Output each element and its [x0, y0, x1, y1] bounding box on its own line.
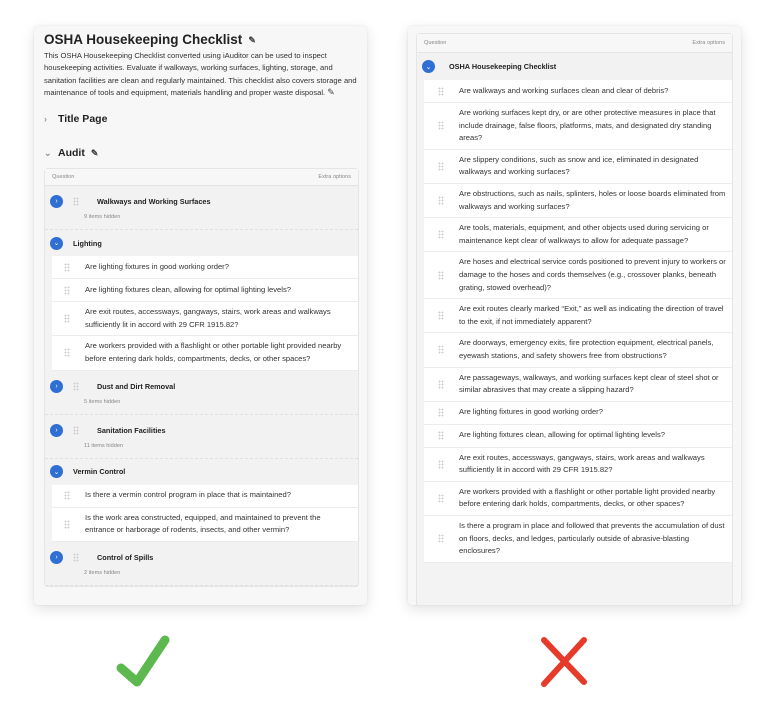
drag-handle-icon[interactable] — [73, 553, 79, 562]
section-name: OSHA Housekeeping Checklist — [449, 62, 557, 71]
expand-section-button[interactable] — [50, 551, 63, 564]
section-name: Walkways and Working Surfaces — [97, 197, 211, 207]
section-walkways — [45, 186, 358, 230]
chevron-down-icon: ⌄ — [53, 240, 60, 248]
drag-handle-icon[interactable] — [438, 87, 444, 96]
column-question: Question — [424, 40, 447, 46]
drag-handle-icon[interactable] — [64, 348, 70, 357]
question-row[interactable] — [52, 508, 358, 542]
flat-question-list — [424, 80, 732, 563]
table-header — [45, 169, 358, 186]
table-header — [417, 34, 732, 53]
expand-section-button[interactable] — [50, 424, 63, 437]
expand-section-button[interactable] — [50, 195, 63, 208]
audit-toggle[interactable] — [44, 147, 359, 159]
question-row[interactable] — [424, 150, 732, 184]
drag-handle-icon[interactable] — [64, 263, 70, 272]
drag-handle-icon[interactable] — [438, 431, 444, 440]
drag-handle-icon[interactable] — [438, 230, 444, 239]
question-row[interactable] — [424, 218, 732, 252]
checklist-title — [44, 32, 359, 47]
section-osha-checklist — [417, 53, 732, 80]
vermin-question-list — [52, 485, 358, 542]
audit-label: Audit — [58, 147, 85, 160]
question-row[interactable] — [424, 425, 732, 448]
drag-handle-icon[interactable] — [438, 196, 444, 205]
question-row[interactable] — [52, 302, 358, 336]
question-row[interactable] — [424, 184, 732, 218]
hidden-items-count: 2 items hidden — [84, 569, 121, 576]
question-row[interactable] — [424, 448, 732, 482]
good-example-panel — [34, 26, 367, 605]
audit-question-table — [44, 168, 359, 587]
drag-handle-icon[interactable] — [438, 162, 444, 171]
question-text: Are tools, materials, equipment, and other objects used during servicing or maintenance kept clear of walkways to allow for adequate passage? — [459, 223, 709, 245]
question-row[interactable] — [52, 279, 358, 302]
column-extra-options: Extra options — [692, 40, 725, 46]
column-extra-options: Extra options — [318, 174, 351, 181]
question-text: Are walkways and working surfaces clean and clear of debris? — [459, 85, 669, 95]
question-text: Are lighting fixtures clean, allowing for optimal lighting levels? — [85, 284, 291, 294]
hidden-items-count: 9 items hidden — [84, 214, 121, 221]
section-lighting — [45, 230, 358, 256]
drag-handle-icon[interactable] — [438, 380, 444, 389]
question-text: Are workers provided with a flashlight or other portable light provided nearby before entering dark holds, compartments, decks, or other spaces? — [459, 486, 716, 509]
check-icon — [115, 632, 175, 692]
question-row[interactable] — [424, 516, 732, 563]
question-text: Are exit routes, accessways, gangways, stairs, work areas and walkways sufficiently lit in accord with 29 CFR 1915.82? — [85, 307, 331, 329]
section-name: Dust and Dirt Removal — [97, 381, 176, 391]
question-text: Is there a vermin control program in place that is maintained? — [85, 490, 291, 500]
question-row[interactable] — [424, 103, 732, 150]
collapse-section-button[interactable] — [422, 60, 435, 73]
title-page-toggle[interactable] — [44, 113, 359, 125]
drag-handle-icon[interactable] — [438, 311, 444, 320]
drag-handle-icon[interactable] — [73, 382, 79, 391]
chevron-right-icon: › — [55, 426, 58, 434]
drag-handle-icon[interactable] — [438, 271, 444, 280]
section-vermin — [45, 459, 358, 485]
chevron-down-icon: ⌄ — [53, 468, 60, 476]
question-text: Are hoses and electrical service cords positioned to prevent injury to workers or damage to the hoses and cords themselves (e.g., crossover planks, beneath grating, stowed overhead)? — [459, 257, 726, 292]
chevron-right-icon: › — [44, 114, 47, 125]
question-row[interactable] — [52, 256, 358, 279]
question-text: Are working surfaces kept dry, or are other protective measures in place that include drainage, false floors, platforms, mats, and designated dry standing areas? — [459, 108, 716, 143]
question-text: Is there a program in place and followed that prevents the accumulation of dust on floors, decks, and ledges, particularly outside of abrasive-blasting enclosures? — [459, 521, 725, 556]
drag-handle-icon[interactable] — [438, 460, 444, 469]
chevron-down-icon: ⌄ — [425, 63, 432, 71]
question-row[interactable] — [424, 402, 732, 425]
question-text: Are exit routes clearly marked “Exit,” as well as indicating the direction of travel to the exit, if not immediately apparent? — [459, 304, 724, 326]
section-name: Vermin Control — [73, 467, 126, 477]
bad-example-panel — [408, 26, 741, 605]
drag-handle-icon[interactable] — [438, 121, 444, 130]
question-text: Are lighting fixtures in good working order? — [459, 407, 603, 417]
section-spills — [45, 542, 358, 586]
question-row[interactable] — [424, 80, 732, 103]
question-row[interactable] — [424, 368, 732, 402]
section-name: Sanitation Facilities — [97, 425, 166, 435]
hidden-items-count: 5 items hidden — [84, 398, 121, 405]
chevron-right-icon: › — [55, 553, 58, 561]
section-dust-dirt — [45, 371, 358, 415]
question-text: Are workers provided with a flashlight or other portable light provided nearby before entering dark holds, compartments, decks, or other spaces? — [85, 341, 342, 363]
question-text: Are exit routes, accessways, gangways, stairs, work areas and walkways sufficiently lit in accord with 29 CFR 1915.82? — [459, 452, 705, 475]
checklist-description — [44, 50, 359, 99]
question-text: Are lighting fixtures in good working order? — [85, 261, 229, 271]
chevron-right-icon: › — [55, 382, 58, 390]
section-name: Lighting — [73, 238, 102, 248]
collapse-section-button[interactable] — [50, 237, 63, 250]
chevron-down-icon: ⌄ — [44, 147, 52, 158]
question-row[interactable] — [52, 336, 358, 370]
section-name: Control of Spills — [97, 552, 154, 562]
lighting-question-list — [52, 256, 358, 370]
flat-question-table — [416, 33, 733, 605]
question-row[interactable] — [52, 485, 358, 508]
drag-handle-icon[interactable] — [64, 491, 70, 500]
drag-handle-icon[interactable] — [73, 426, 79, 435]
question-text: Are obstructions, such as nails, splinters, holes or loose boards eliminated from walkways and working surfaces? — [459, 188, 726, 211]
chevron-right-icon: › — [55, 198, 58, 206]
question-text: Are lighting fixtures clean, allowing for optimal lighting levels? — [459, 430, 665, 440]
edit-description-pencil-icon[interactable]: ✎ — [327, 86, 335, 97]
drag-handle-icon[interactable] — [438, 408, 444, 417]
drag-handle-icon[interactable] — [438, 345, 444, 354]
edit-audit-pencil-icon[interactable]: ✎ — [90, 148, 99, 159]
question-row[interactable] — [424, 333, 732, 367]
question-row[interactable] — [424, 252, 732, 299]
drag-handle-icon[interactable] — [73, 197, 79, 206]
question-text: Are doorways, emergency exits, fire protection equipment, electrical panels, eyewash stations, and safety showers free from obstructions? — [459, 338, 714, 360]
title-page-label: Title Page — [58, 113, 108, 126]
drag-handle-icon[interactable] — [64, 314, 70, 323]
cross-icon — [534, 632, 594, 692]
question-text: Are passageways, walkways, and working surfaces kept clear of steel shot or similar abrasives that may create a slipping hazard? — [459, 372, 719, 395]
checklist-title-text: OSHA Housekeeping Checklist — [44, 32, 243, 47]
question-row[interactable] — [424, 482, 732, 516]
drag-handle-icon[interactable] — [64, 286, 70, 295]
edit-title-pencil-icon[interactable]: ✎ — [248, 34, 256, 45]
section-sanitation — [45, 415, 358, 459]
question-text: Is the work area constructed, equipped, and maintained to prevent the entrance or harborage of rodents, insects, and other vermin? — [85, 512, 321, 535]
hidden-items-count: 11 items hidden — [84, 442, 124, 449]
column-question: Question — [52, 174, 75, 181]
collapse-section-button[interactable] — [50, 465, 63, 478]
checklist-description-text: This OSHA Housekeeping Checklist converted using iAuditor can be used to inspect housekeeping activities. Evaluate if walkways, working surfaces, lighting, storage, and sanitation facilities are clean and regularly maintained. This checklist also covers storage and maintenance of tools and equipment, materials handling and proper waste disposal. — [44, 51, 357, 97]
drag-handle-icon[interactable] — [64, 520, 70, 529]
question-row[interactable] — [424, 299, 732, 333]
question-text: Are slippery conditions, such as snow and ice, eliminated in designated walkways and working surfaces? — [459, 154, 699, 177]
expand-section-button[interactable] — [50, 380, 63, 393]
drag-handle-icon[interactable] — [438, 534, 444, 543]
drag-handle-icon[interactable] — [438, 494, 444, 503]
